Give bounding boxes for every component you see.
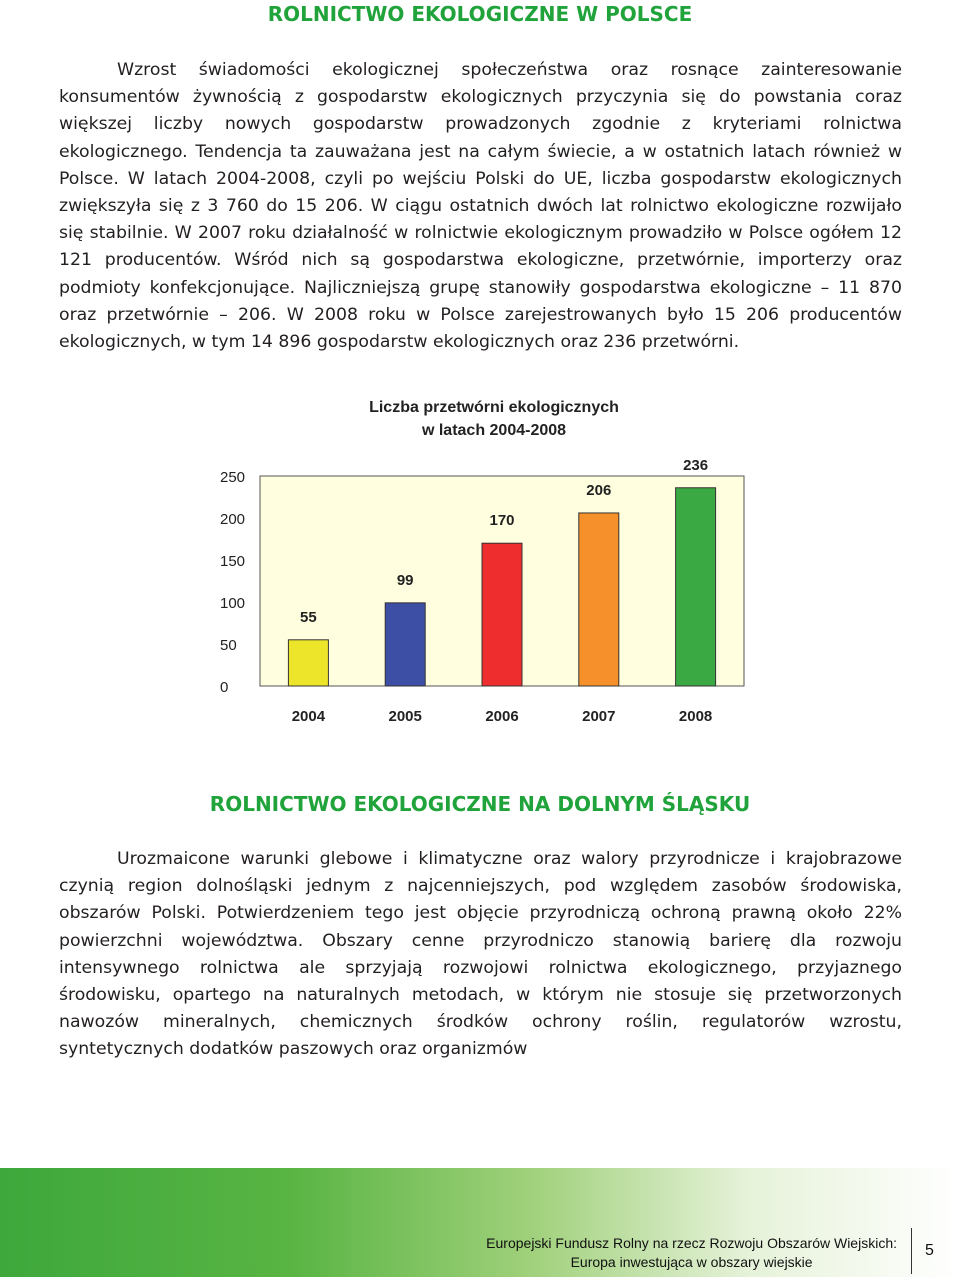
bar-value-label: 170 [489, 512, 515, 530]
bar-value-label: 99 [396, 571, 414, 589]
x-tick-label: 2005 [388, 708, 422, 725]
footer-text [486, 1234, 897, 1272]
footer-line1: Europejski Fundusz Rolny na rzecz Rozwoju Obszarów Wiejskich: [486, 1235, 897, 1251]
y-tick-label: 0 [220, 679, 229, 696]
y-tick-label: 50 [220, 637, 237, 654]
bar-value-label: 206 [586, 481, 612, 499]
bar-2006 [482, 543, 522, 686]
x-tick-label: 2006 [485, 708, 519, 725]
lower-silesia-paragraph: Urozmaicone warunki glebowe i klimatyczne oraz walory przyrodnicze i krajobrazowe czynią region dolnośląski jednym z najcenniejszych, pod względem zasobów środowiska, obszarów Polski. Potwierdzeniem tego jest objęcie przyrodniczą ochroną prawną około 22% powierzchni województwa. Obszary cenne przyrodniczo stanowią barierę dla rozwoju intensywnego rolnictwa ale sprzyjają rozwojowi rolnictwa ekologicznego, przyjaznego środowisku, opartego na naturalnych metodach, w którym nie stosuje się przetworzonych nawozów mineralnych, chemicznych środków ochrony roślin, regulatorów wzrostu, syntetycznych dodatków paszowych oraz organizmów [59, 849, 902, 1060]
intro-paragraph: Wzrost świadomości ekologicznej społeczeństwa oraz rosnące zainteresowanie konsumentów żywnością z gospodarstw ekologicznych przyczynia się do powstania coraz większej liczby nowych gospodarstw prowadzonych zgodnie z kryteriami rolnictwa ekologicznego. Tendencja ta zauważana jest na całym świecie, a w ostatnich latach również w Polsce. W latach 2004-2008, czyli po wejściu Polski do UE, liczba gospodarstw ekologicznych zwiększyła się z 3 760 do 15 206. W ciągu ostatnich dwóch lat rolnictwo ekologiczne rozwijało się stabilnie. W 2007 roku działalność w rolnictwie ekologicznym prowadziło w Polsce ogółem 12 121 producentów. Wśród nich są gospodarstwa ekologiczne, przetwórnie, importerzy oraz podmioty konfekcjonujące. Najliczniejszą grupę stanowiły gospodarstwa ekologiczne – 11 870 oraz przetwórnie – 206. W 2008 roku w Polsce zarejestrowanych było 15 206 producentów ekologicznych, w tym 14 896 gospodarstw ekologicznych oraz 236 przetwórni. [59, 60, 902, 353]
bar-value-label: 236 [683, 456, 709, 474]
chart-title-line2: w latach 2004-2008 [421, 422, 567, 439]
bar-value-label: 55 [300, 608, 317, 626]
y-tick-label: 250 [220, 469, 246, 486]
x-tick-label: 2008 [678, 708, 713, 725]
bar-2005 [385, 603, 425, 686]
page-number: 5 [925, 1242, 934, 1259]
footer-line2: Europa inwestująca w obszary wiejskie [570, 1254, 813, 1270]
section-heading-poland: ROLNICTWO EKOLOGICZNE W POLSCE [267, 2, 693, 26]
chart-title [200, 396, 788, 442]
y-tick-label: 150 [220, 553, 246, 570]
chart-svg [200, 390, 760, 740]
y-tick-label: 200 [220, 511, 246, 528]
y-tick-label: 100 [220, 595, 246, 612]
footer-separator [911, 1228, 912, 1274]
bar-2004 [288, 640, 328, 686]
x-tick-label: 2004 [291, 708, 326, 725]
section-heading-lower-silesia: ROLNICTWO EKOLOGICZNE NA DOLNYM ŚLĄSKU [209, 792, 751, 816]
processing-plants-chart [200, 390, 760, 740]
bar-2008 [676, 488, 716, 686]
x-tick-label: 2007 [582, 708, 616, 725]
chart-title-line1: Liczba przetwórni ekologicznych [369, 399, 619, 416]
bar-2007 [579, 513, 619, 686]
